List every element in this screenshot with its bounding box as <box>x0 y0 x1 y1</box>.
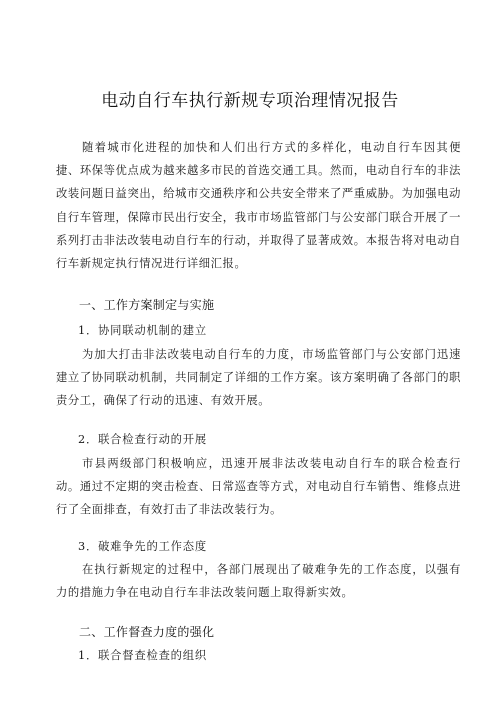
section-2-heading: 二、工作督查力度的强化 <box>79 625 215 639</box>
document-title: 电动自行车执行新规专项治理情况报告 <box>101 91 399 111</box>
section-1-item-3-title: 3．破难争先的工作态度 <box>78 540 207 553</box>
section-1-item-1-title: 1．协同联动机制的建立 <box>78 324 207 337</box>
section-1-item-2-title: 2．联合检查行动的开展 <box>78 433 207 446</box>
section-2-item-1-title: 1．联合督查检查的组织 <box>78 649 207 662</box>
section-1-item-1-text: 为加大打击非法改装电动自行车的力度，市场监管部门与公安部门迅速建立了协同联动机制，共同制定了详细的工作方案。该方案明确了各部门的职责分工，确保了行动的迅速、有效开展。 <box>56 348 461 408</box>
intro-paragraph: 随着城市化进程的加快和人们出行方式的多样化，电动自行车因其便捷、环保等优点成为越来越多市民的首选交通工具。然而，电动自行车的非法改装问题日益突出，给城市交通秩序和公共安全带来了严重威胁。为加强电动自行车管理，保障市民出行安全，我市市场监管部门与公安部门联合开展了一系列打击非法改装电动自行车的行动，并取得了显著成效。本报告将对电动自行车新规定执行情况进行详细汇报。 <box>56 141 461 271</box>
section-1-heading: 一、工作方案制定与实施 <box>79 298 215 312</box>
section-1-item-3-text: 在执行新规定的过程中，各部门展现出了破难争先的工作态度，以强有力的措施力争在电动自行车非法改装问题上取得新实效。 <box>56 563 461 600</box>
section-1-item-2-text: 市县两级部门积极响应，迅速开展非法改装电动自行车的联合检查行动。通过不定期的突击检查、日常巡查等方式，对电动自行车销售、维修点进行了全面排查，有效打击了非法改装行为。 <box>56 457 461 517</box>
